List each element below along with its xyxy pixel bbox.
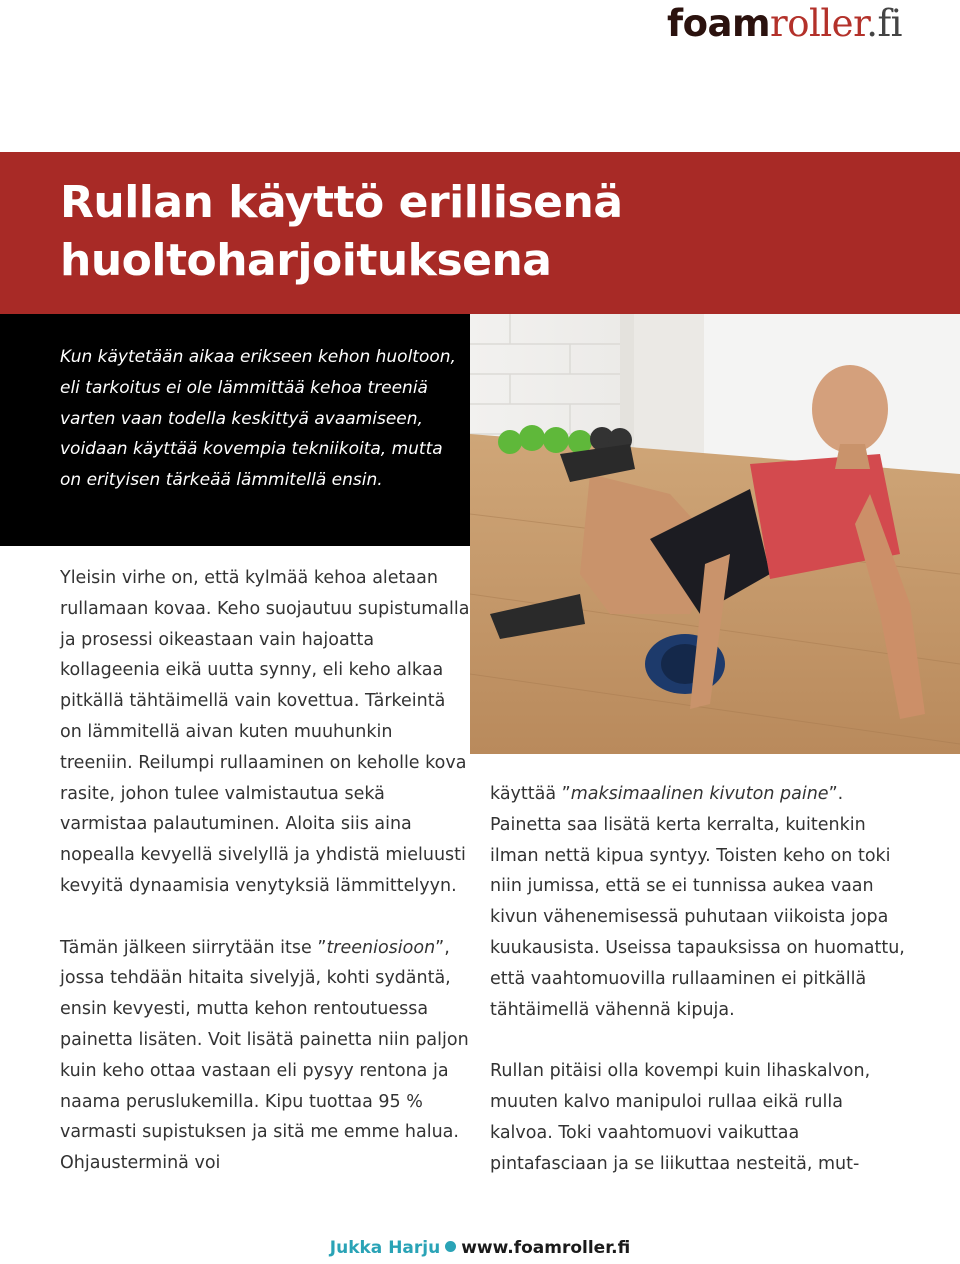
exercise-photo-illustration <box>470 314 960 754</box>
paragraph: käyttää ”maksimaalinen kivuton paine”. Painetta saa lisätä kerta kerralta, kuitenkin ilman nettä kipua syntyy. Toisten keho on toki niin jumissa, että se ei tunnissa aukea vaan kivun vähenemisessä puhutaan viikoista jopa kuukausista. Useissa tapauksissa on huomattu, että vaahtomuovilla rullaaminen ei pitkällä tähtäimellä vähennä kipuja. <box>490 784 905 1020</box>
paragraph: Yleisin virhe on, että kylmää kehoa aletaan rullamaan kovaa. Keho suojautuu supistumalla ja prosessi oikeastaan vain hajoatta kollageenia eikä uutta synny, eli keho alkaa pitkällä tähtäimellä vain kovettua. Tärkeintä on lämmitellä aivan kuten muuhunkin treeniin. Reilumpi rullaaminen on keholle kova rasite, johon tulee valmistautua sekä varmistaa palautuminen. Aloita siis aina nopealla kevyellä sivelyllä ja yhdistä mieluusti kevyitä dynaamisia venytyksiä lämmittelyyn. <box>60 568 470 896</box>
paragraph: Rullan pitäisi olla kovempi kuin lihaskalvon, muuten kalvo manipuloi rullaa eikä rulla kalvoa. Toki vaahtomuovi vaikuttaa pintafasciaan ja se liikuttaa nesteitä, mut- <box>490 1061 871 1174</box>
foam-roller-photo <box>470 314 960 754</box>
text-column-right <box>490 779 910 1210</box>
lead-box <box>0 314 470 546</box>
lead-paragraph: Kun käytetään aikaa erikseen kehon huoltoon, eli tarkoitus ei ole lämmittää kehoa treeniä varten vaan todella keskittyä avaamiseen, voidaan käyttää kovempia tekniikoita, mutta on erityisen tärkeää lämmitellä ensin. <box>60 347 456 491</box>
paragraph: Tämän jälkeen siirrytään itse ”treeniosioon”, jossa tehdään hitaita sivelyjä, kohti sydäntä, ensin kevyesti, mutta kehon rentoutuessa painetta lisäten. Voit lisätä painetta niin paljon kuin keho ottaa vastaan eli pysyy rentona ja naama peruslukemilla. Kipu tuottaa 95 % varmasti supistuksen ja sitä me emme halua. Ohjausterminä voi <box>60 937 469 1174</box>
brand-logo: foamroller.fi <box>667 2 902 45</box>
author-name: Jukka Harju <box>329 1238 441 1258</box>
website-link[interactable]: www.foamroller.fi <box>461 1238 631 1258</box>
page-footer <box>0 1238 960 1258</box>
text-column-left <box>60 563 470 1210</box>
separator-dot-icon <box>445 1241 456 1252</box>
page-title: Rullan käyttö erillisenä huoltoharjoituksena <box>60 177 623 286</box>
title-band <box>0 152 960 314</box>
